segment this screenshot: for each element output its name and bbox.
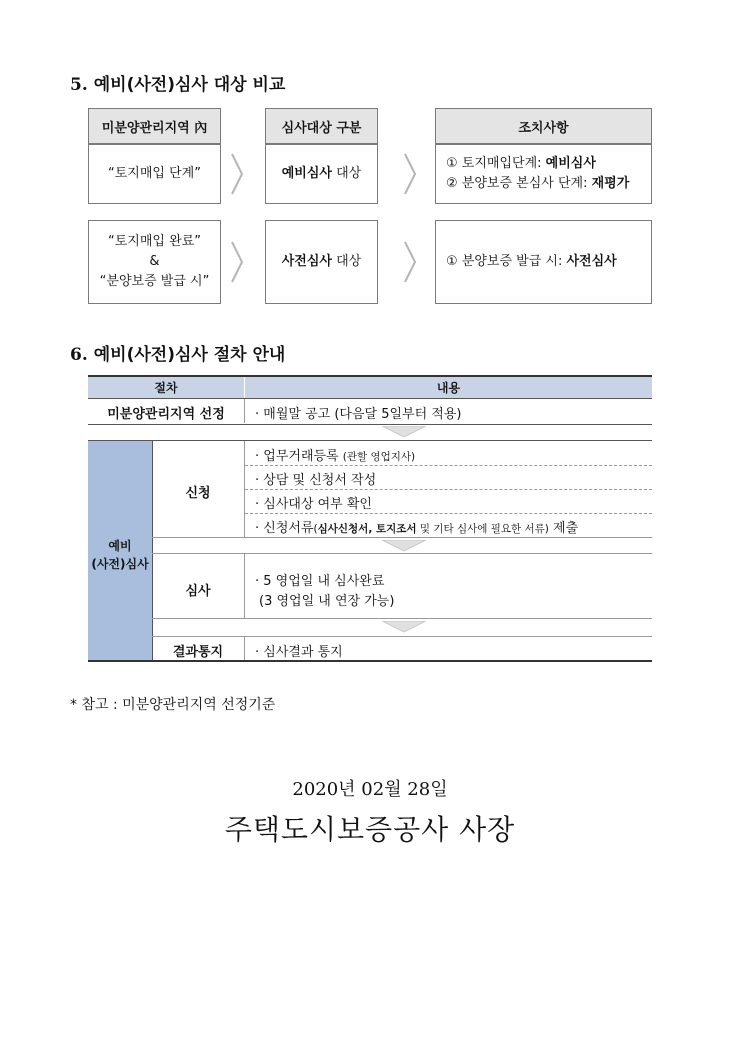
row1-action-1 — [446, 154, 596, 174]
arrow-down-icon — [382, 426, 426, 438]
apply-item-2: · 상담 및 신청서 작성 — [255, 473, 377, 488]
header-content-label: 내용 — [436, 381, 461, 395]
document-date: 2020년 02월 28일 — [292, 779, 448, 800]
row2-target-rest: 대상 — [331, 254, 362, 269]
apply-item-4-e: 제출 — [548, 521, 579, 536]
section-5-title — [70, 70, 285, 95]
reference-note: * 참고 : 미분양관리지역 선정기준 — [70, 697, 276, 713]
designation-label: 미분양관리지역 선정 — [107, 407, 225, 422]
row1-target-rest: 대상 — [331, 166, 362, 181]
header-target-label: 심사대상 구분 — [281, 120, 362, 136]
apply-item-4 — [255, 517, 578, 536]
row1-target — [265, 144, 378, 204]
review-line-2: (3 영업일 내 연장 가능) — [259, 594, 395, 609]
review-line-1: · 5 영업일 내 심사완료 — [255, 574, 385, 589]
issuer-signature: 주택도시보증공사 사장 — [224, 813, 516, 846]
section-6-number: 6. — [70, 345, 88, 365]
result-label: 결과통지 — [172, 645, 224, 660]
apply-label: 신청 — [185, 486, 211, 501]
chevron-right-icon — [230, 240, 244, 284]
header-step-label: 절차 — [154, 381, 178, 395]
chevron-right-icon — [230, 152, 244, 196]
row2-target — [265, 220, 378, 304]
apply-item-1 — [255, 445, 415, 464]
section-5-title-text: 예비(사전)심사 대상 비교 — [93, 75, 286, 95]
row1-action-2-prefix: ② 분양보증 본심사 단계: — [446, 176, 592, 191]
arrow-down-icon — [382, 621, 426, 633]
section-5-number: 5. — [70, 75, 88, 95]
row1-condition-text: “토지매입 단계” — [108, 166, 201, 181]
row1-condition — [88, 144, 221, 204]
row2-condition-line2: & — [149, 254, 160, 269]
designation-content: · 매월말 공고 (다음달 5일부터 적용) — [255, 407, 462, 422]
row2-condition — [88, 220, 221, 304]
review-label: 심사 — [185, 584, 211, 599]
row1-action-2 — [446, 174, 629, 194]
group-label-line1: 예비 — [108, 539, 132, 553]
apply-item-4-d: 및 기타 심사에 필요한 서류) — [416, 523, 549, 535]
result-content: · 심사결과 통지 — [255, 645, 343, 660]
row2-condition-line1: “토지매입 완료” — [108, 234, 201, 249]
section-6-title-text: 예비(사전)심사 절차 안내 — [93, 345, 286, 365]
apply-item-3: · 심사대상 여부 확인 — [255, 497, 372, 512]
row1-actions — [435, 144, 652, 204]
section-6-title — [70, 340, 285, 365]
header-actions-label: 조치사항 — [518, 120, 569, 136]
apply-item-1-main: · 업무거래등록 — [255, 449, 343, 464]
apply-item-4-b: ( — [313, 523, 318, 535]
apply-item-1-small: (관할 영업지사) — [342, 451, 416, 463]
header-content — [245, 377, 652, 398]
header-region-label: 미분양관리지역 內 — [101, 120, 208, 136]
row1-action-2-bold: 재평가 — [591, 176, 630, 191]
row2-actions — [435, 220, 652, 304]
row1-action-1-bold: 예비심사 — [545, 156, 596, 171]
row1-target-bold: 예비심사 — [281, 166, 332, 181]
header-target — [265, 108, 378, 144]
header-actions — [435, 108, 652, 144]
arrow-down-icon — [382, 540, 426, 552]
chevron-right-icon — [403, 152, 417, 196]
row2-target-bold: 사전심사 — [281, 254, 332, 269]
row1-action-1-prefix: ① 토지매입단계: — [446, 156, 546, 171]
group-label — [88, 537, 152, 573]
header-step — [88, 377, 244, 398]
header-region — [88, 108, 221, 144]
apply-item-4-a: · 신청서류 — [255, 521, 314, 536]
row2-action-1-bold: 사전심사 — [566, 254, 617, 269]
chevron-right-icon — [403, 240, 417, 284]
row2-action-1 — [446, 252, 617, 272]
row2-condition-line3: “분양보증 발급 시” — [99, 274, 210, 289]
row2-action-1-prefix: ① 분양보증 발급 시: — [446, 254, 567, 269]
group-label-line2: (사전)심사 — [91, 557, 149, 571]
apply-item-4-c: 심사신청서, 토지조서 — [317, 523, 417, 535]
